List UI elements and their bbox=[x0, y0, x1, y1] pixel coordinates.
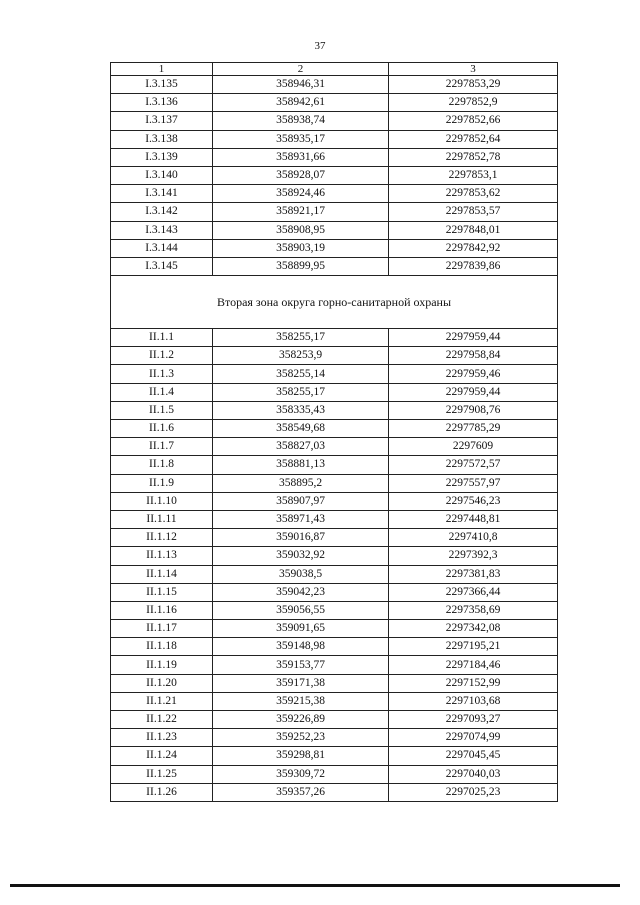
x-coordinate-cell: 358255,17 bbox=[213, 383, 389, 401]
x-coordinate-cell: 359298,81 bbox=[213, 747, 389, 765]
x-coordinate-cell: 359252,23 bbox=[213, 729, 389, 747]
point-id-cell: II.1.5 bbox=[111, 401, 213, 419]
x-coordinate-cell: 358924,46 bbox=[213, 185, 389, 203]
table-row bbox=[111, 565, 558, 583]
table-row bbox=[111, 765, 558, 783]
table-row bbox=[111, 601, 558, 619]
table-row bbox=[111, 257, 558, 275]
y-coordinate-cell: 2297040,03 bbox=[389, 765, 558, 783]
table-row bbox=[111, 221, 558, 239]
x-coordinate-cell: 358942,61 bbox=[213, 94, 389, 112]
x-coordinate-cell: 358921,17 bbox=[213, 203, 389, 221]
point-id-cell: II.1.9 bbox=[111, 474, 213, 492]
table-row bbox=[111, 329, 558, 347]
y-coordinate-cell: 2297381,83 bbox=[389, 565, 558, 583]
point-id-cell: II.1.24 bbox=[111, 747, 213, 765]
table-row bbox=[111, 185, 558, 203]
point-id-cell: I.3.142 bbox=[111, 203, 213, 221]
point-id-cell: II.1.17 bbox=[111, 620, 213, 638]
y-coordinate-cell: 2297853,57 bbox=[389, 203, 558, 221]
y-coordinate-cell: 2297103,68 bbox=[389, 692, 558, 710]
point-id-cell: II.1.23 bbox=[111, 729, 213, 747]
x-coordinate-cell: 358549,68 bbox=[213, 420, 389, 438]
y-coordinate-cell: 2297958,84 bbox=[389, 347, 558, 365]
section-title: Вторая зона округа горно-санитарной охраны bbox=[111, 276, 558, 329]
table-row bbox=[111, 166, 558, 184]
section-row-group bbox=[111, 276, 558, 329]
point-id-cell: I.3.139 bbox=[111, 148, 213, 166]
x-coordinate-cell: 358255,17 bbox=[213, 329, 389, 347]
table-row bbox=[111, 130, 558, 148]
table-row bbox=[111, 383, 558, 401]
table-row bbox=[111, 656, 558, 674]
x-coordinate-cell: 359171,38 bbox=[213, 674, 389, 692]
table-row bbox=[111, 203, 558, 221]
table-row bbox=[111, 456, 558, 474]
x-coordinate-cell: 358928,07 bbox=[213, 166, 389, 184]
point-id-cell: II.1.8 bbox=[111, 456, 213, 474]
table-row bbox=[111, 692, 558, 710]
table-row bbox=[111, 347, 558, 365]
x-coordinate-cell: 358335,43 bbox=[213, 401, 389, 419]
table-body-zone-1 bbox=[111, 76, 558, 276]
point-id-cell: II.1.2 bbox=[111, 347, 213, 365]
x-coordinate-cell: 358253,9 bbox=[213, 347, 389, 365]
x-coordinate-cell: 359016,87 bbox=[213, 529, 389, 547]
point-id-cell: II.1.25 bbox=[111, 765, 213, 783]
y-coordinate-cell: 2297959,44 bbox=[389, 383, 558, 401]
y-coordinate-cell: 2297366,44 bbox=[389, 583, 558, 601]
y-coordinate-cell: 2297392,3 bbox=[389, 547, 558, 565]
bottom-rule bbox=[10, 884, 620, 887]
header-row bbox=[111, 63, 558, 76]
table-row bbox=[111, 112, 558, 130]
x-coordinate-cell: 358881,13 bbox=[213, 456, 389, 474]
x-coordinate-cell: 359153,77 bbox=[213, 656, 389, 674]
table-row bbox=[111, 638, 558, 656]
y-coordinate-cell: 2297342,08 bbox=[389, 620, 558, 638]
y-coordinate-cell: 2297152,99 bbox=[389, 674, 558, 692]
point-id-cell: II.1.18 bbox=[111, 638, 213, 656]
y-coordinate-cell: 2297358,69 bbox=[389, 601, 558, 619]
point-id-cell: II.1.3 bbox=[111, 365, 213, 383]
table-row bbox=[111, 747, 558, 765]
point-id-cell: II.1.20 bbox=[111, 674, 213, 692]
x-coordinate-cell: 358935,17 bbox=[213, 130, 389, 148]
x-coordinate-cell: 359215,38 bbox=[213, 692, 389, 710]
point-id-cell: II.1.16 bbox=[111, 601, 213, 619]
x-coordinate-cell: 358827,03 bbox=[213, 438, 389, 456]
point-id-cell: II.1.10 bbox=[111, 492, 213, 510]
x-coordinate-cell: 359226,89 bbox=[213, 711, 389, 729]
y-coordinate-cell: 2297093,27 bbox=[389, 711, 558, 729]
point-id-cell: II.1.26 bbox=[111, 783, 213, 801]
point-id-cell: I.3.141 bbox=[111, 185, 213, 203]
table-row bbox=[111, 94, 558, 112]
table-row bbox=[111, 365, 558, 383]
column-header-point: 1 bbox=[111, 63, 213, 76]
point-id-cell: I.3.145 bbox=[111, 257, 213, 275]
y-coordinate-cell: 2297839,86 bbox=[389, 257, 558, 275]
y-coordinate-cell: 2297852,64 bbox=[389, 130, 558, 148]
y-coordinate-cell: 2297184,46 bbox=[389, 656, 558, 674]
column-header-y: 3 bbox=[389, 63, 558, 76]
point-id-cell: II.1.14 bbox=[111, 565, 213, 583]
point-id-cell: I.3.136 bbox=[111, 94, 213, 112]
x-coordinate-cell: 358255,14 bbox=[213, 365, 389, 383]
x-coordinate-cell: 359091,65 bbox=[213, 620, 389, 638]
column-header-x: 2 bbox=[213, 63, 389, 76]
table-row bbox=[111, 711, 558, 729]
y-coordinate-cell: 2297853,29 bbox=[389, 76, 558, 94]
y-coordinate-cell: 2297853,62 bbox=[389, 185, 558, 203]
y-coordinate-cell: 2297785,29 bbox=[389, 420, 558, 438]
y-coordinate-cell: 2297852,66 bbox=[389, 112, 558, 130]
table-row bbox=[111, 492, 558, 510]
table-row bbox=[111, 148, 558, 166]
table-row bbox=[111, 529, 558, 547]
coordinates-table bbox=[110, 62, 558, 802]
x-coordinate-cell: 358907,97 bbox=[213, 492, 389, 510]
y-coordinate-cell: 2297025,23 bbox=[389, 783, 558, 801]
table-row bbox=[111, 620, 558, 638]
point-id-cell: II.1.22 bbox=[111, 711, 213, 729]
point-id-cell: I.3.137 bbox=[111, 112, 213, 130]
x-coordinate-cell: 358946,31 bbox=[213, 76, 389, 94]
x-coordinate-cell: 358938,74 bbox=[213, 112, 389, 130]
table-row bbox=[111, 547, 558, 565]
y-coordinate-cell: 2297410,8 bbox=[389, 529, 558, 547]
y-coordinate-cell: 2297959,44 bbox=[389, 329, 558, 347]
point-id-cell: I.3.135 bbox=[111, 76, 213, 94]
table-row bbox=[111, 674, 558, 692]
y-coordinate-cell: 2297074,99 bbox=[389, 729, 558, 747]
x-coordinate-cell: 358903,19 bbox=[213, 239, 389, 257]
point-id-cell: II.1.13 bbox=[111, 547, 213, 565]
y-coordinate-cell: 2297609 bbox=[389, 438, 558, 456]
x-coordinate-cell: 359032,92 bbox=[213, 547, 389, 565]
y-coordinate-cell: 2297908,76 bbox=[389, 401, 558, 419]
point-id-cell: II.1.6 bbox=[111, 420, 213, 438]
x-coordinate-cell: 359056,55 bbox=[213, 601, 389, 619]
point-id-cell: I.3.138 bbox=[111, 130, 213, 148]
point-id-cell: I.3.143 bbox=[111, 221, 213, 239]
point-id-cell: II.1.4 bbox=[111, 383, 213, 401]
y-coordinate-cell: 2297195,21 bbox=[389, 638, 558, 656]
y-coordinate-cell: 2297546,23 bbox=[389, 492, 558, 510]
x-coordinate-cell: 358931,66 bbox=[213, 148, 389, 166]
table-row bbox=[111, 239, 558, 257]
y-coordinate-cell: 2297852,78 bbox=[389, 148, 558, 166]
point-id-cell: II.1.1 bbox=[111, 329, 213, 347]
x-coordinate-cell: 359042,23 bbox=[213, 583, 389, 601]
point-id-cell: II.1.15 bbox=[111, 583, 213, 601]
point-id-cell: II.1.11 bbox=[111, 510, 213, 528]
table-row bbox=[111, 76, 558, 94]
point-id-cell: II.1.19 bbox=[111, 656, 213, 674]
x-coordinate-cell: 358971,43 bbox=[213, 510, 389, 528]
point-id-cell: I.3.144 bbox=[111, 239, 213, 257]
x-coordinate-cell: 359309,72 bbox=[213, 765, 389, 783]
point-id-cell: II.1.7 bbox=[111, 438, 213, 456]
y-coordinate-cell: 2297572,57 bbox=[389, 456, 558, 474]
table-row bbox=[111, 401, 558, 419]
y-coordinate-cell: 2297848,01 bbox=[389, 221, 558, 239]
y-coordinate-cell: 2297959,46 bbox=[389, 365, 558, 383]
table-row bbox=[111, 420, 558, 438]
table-row bbox=[111, 438, 558, 456]
table-row bbox=[111, 474, 558, 492]
section-row bbox=[111, 276, 558, 329]
y-coordinate-cell: 2297557,97 bbox=[389, 474, 558, 492]
table-row bbox=[111, 783, 558, 801]
point-id-cell: II.1.21 bbox=[111, 692, 213, 710]
x-coordinate-cell: 359148,98 bbox=[213, 638, 389, 656]
table-row bbox=[111, 583, 558, 601]
y-coordinate-cell: 2297853,1 bbox=[389, 166, 558, 184]
x-coordinate-cell: 358899,95 bbox=[213, 257, 389, 275]
x-coordinate-cell: 358908,95 bbox=[213, 221, 389, 239]
point-id-cell: I.3.140 bbox=[111, 166, 213, 184]
y-coordinate-cell: 2297448,81 bbox=[389, 510, 558, 528]
table-row bbox=[111, 510, 558, 528]
table-body-zone-2 bbox=[111, 329, 558, 802]
y-coordinate-cell: 2297852,9 bbox=[389, 94, 558, 112]
x-coordinate-cell: 358895,2 bbox=[213, 474, 389, 492]
page-number: 37 bbox=[314, 40, 326, 52]
y-coordinate-cell: 2297842,92 bbox=[389, 239, 558, 257]
table-row bbox=[111, 729, 558, 747]
x-coordinate-cell: 359357,26 bbox=[213, 783, 389, 801]
point-id-cell: II.1.12 bbox=[111, 529, 213, 547]
x-coordinate-cell: 359038,5 bbox=[213, 565, 389, 583]
y-coordinate-cell: 2297045,45 bbox=[389, 747, 558, 765]
